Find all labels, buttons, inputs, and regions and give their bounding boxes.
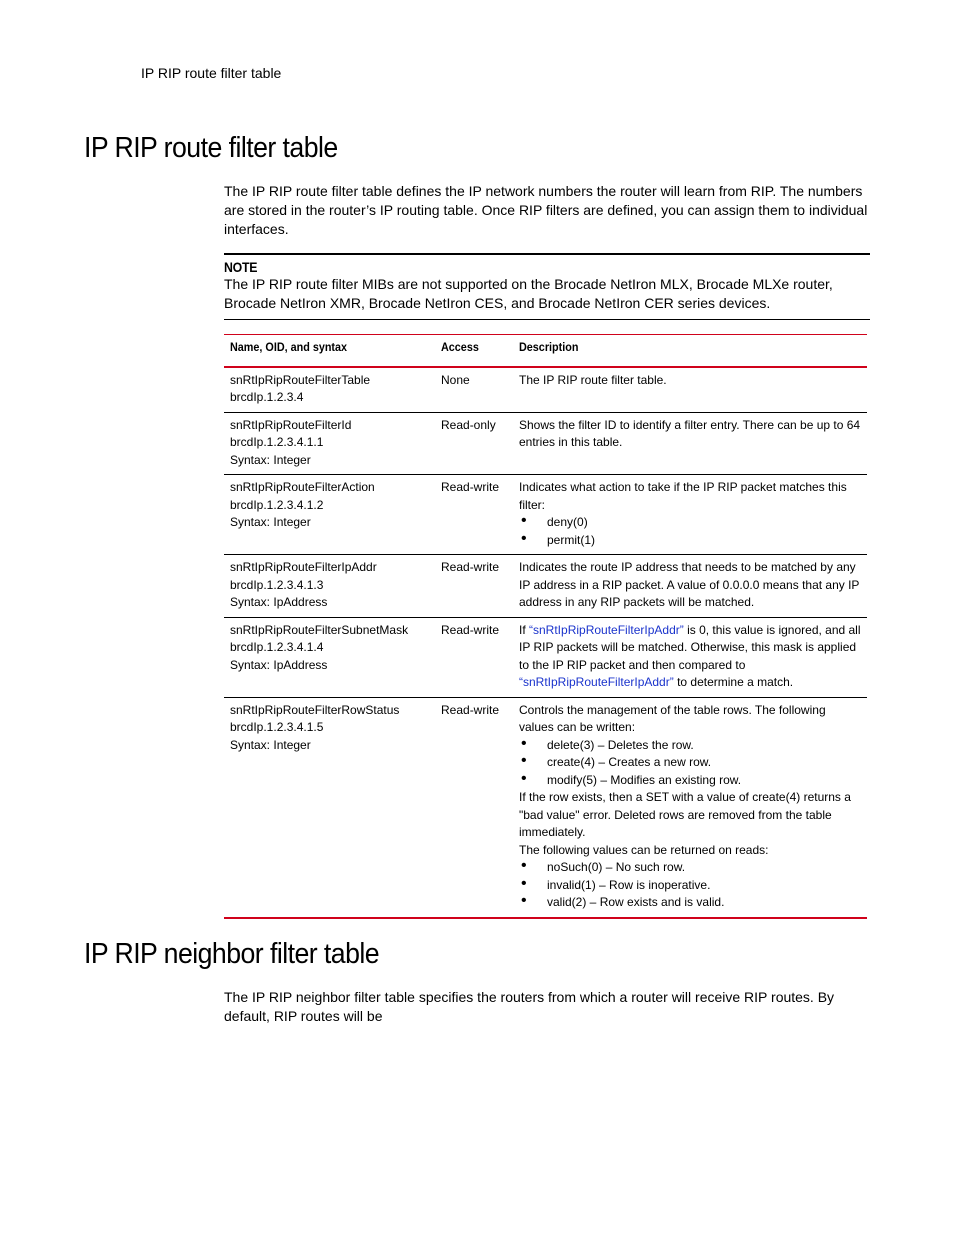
list-item: • create(4) – Creates a new row. xyxy=(519,754,861,772)
table-header-row xyxy=(224,335,867,367)
xref-link-ipaddr[interactable]: “snRtIpRipRouteFilterIpAddr” xyxy=(519,675,674,689)
list-item: • noSuch(0) – No such row. xyxy=(519,859,861,877)
object-name: snRtIpRipRouteFilterRowStatus xyxy=(230,702,400,717)
section-title-neighbor-filter: IP RIP neighbor filter table xyxy=(84,938,380,970)
cell-access: Read-only xyxy=(435,412,513,475)
description-text: If the row exists, then a SET with a value of create(4) returns a "bad value" error. Deleted rows are removed from the table immediately. xyxy=(519,790,851,839)
route-filter-table xyxy=(224,334,867,919)
table-row xyxy=(224,412,867,475)
table-row xyxy=(224,617,867,697)
cell-name xyxy=(224,475,435,555)
cell-name xyxy=(224,617,435,697)
cell-name xyxy=(224,367,435,413)
description-text: The following values can be returned on reads: xyxy=(519,842,769,857)
cell-name xyxy=(224,697,435,918)
header-access: Access xyxy=(435,335,513,367)
bullet-list xyxy=(519,737,861,790)
description-text: Controls the management of the table rows. The following values can be written: xyxy=(519,702,826,734)
object-oid: brcdIp.1.2.3.4 xyxy=(230,390,304,404)
cell-access: Read-write xyxy=(435,475,513,555)
header-description: Description xyxy=(513,335,867,367)
table-row xyxy=(224,475,867,555)
list-item: • modify(5) – Modifies an existing row. xyxy=(519,772,861,790)
description-text: Indicates what action to take if the IP RIP packet matches this filter: xyxy=(519,480,847,512)
note-label: NOTE xyxy=(224,259,258,275)
object-name: snRtIpRipRouteFilterTable xyxy=(230,372,371,387)
cell-access: None xyxy=(435,367,513,413)
object-name: snRtIpRipRouteFilterSubnetMask xyxy=(230,622,409,637)
cell-description xyxy=(513,475,867,555)
cell-access: Read-write xyxy=(435,617,513,697)
object-name: snRtIpRipRouteFilterId xyxy=(230,417,352,432)
section-title-route-filter: IP RIP route filter table xyxy=(84,132,338,164)
description-text: is 0, this value is ignored, and all IP RIP packets will be matched. Otherwise, this mask is applied to the IP RIP packet and then compared to xyxy=(519,622,861,672)
object-syntax: Syntax: Integer xyxy=(230,737,311,752)
running-header: IP RIP route filter table xyxy=(141,65,282,81)
table-row xyxy=(224,555,867,618)
list-item: • invalid(1) – Row is inoperative. xyxy=(519,877,861,895)
list-item: • permit(1) xyxy=(519,532,861,550)
neighbor-filter-intro: The IP RIP neighbor filter table specifies the routers from which a router will receive RIP routes. By default, RIP routes will be xyxy=(224,989,835,1024)
cell-description: Indicates the route IP address that needs to be matched by any IP address in a RIP packet. A value of 0.0.0.0 means that any IP address in any RIP packets will be matched. xyxy=(513,555,867,618)
description-text: to determine a match. xyxy=(673,675,794,689)
list-item: • deny(0) xyxy=(519,514,861,532)
table-row xyxy=(224,697,867,918)
note-box xyxy=(224,253,870,320)
cell-access: Read-write xyxy=(435,555,513,618)
xref-link-ipaddr[interactable]: “snRtIpRipRouteFilterIpAddr” xyxy=(529,622,684,637)
object-oid: brcdIp.1.2.3.4.1.5 xyxy=(230,720,324,734)
object-syntax: Syntax: IpAddress xyxy=(230,657,328,672)
object-syntax: Syntax: Integer xyxy=(230,452,311,467)
object-syntax: Syntax: Integer xyxy=(230,515,311,529)
note-text: The IP RIP route filter MIBs are not supported on the Brocade NetIron MLX, Brocade MLXe router, Brocade NetIron XMR, Brocade NetIron CES, and Brocade NetIron CER series devices. xyxy=(224,276,833,311)
cell-access: Read-write xyxy=(435,697,513,918)
cell-description xyxy=(513,697,867,918)
object-name: snRtIpRipRouteFilterIpAddr xyxy=(230,560,377,574)
object-oid: brcdIp.1.2.3.4.1.1 xyxy=(230,435,324,449)
object-oid: brcdIp.1.2.3.4.1.2 xyxy=(230,497,324,512)
table-row xyxy=(224,367,867,413)
cell-name xyxy=(224,412,435,475)
route-filter-intro: The IP RIP route filter table defines the IP network numbers the router will learn from RIP. The numbers are stored in the router’s IP routing table. Once RIP filters are defined, you can assign them to individual interfaces. xyxy=(224,183,868,237)
cell-name xyxy=(224,555,435,618)
header-name: Name, OID, and syntax xyxy=(224,335,435,367)
object-syntax: Syntax: IpAddress xyxy=(230,595,328,609)
cell-description: The IP RIP route filter table. xyxy=(513,367,867,413)
bullet-list xyxy=(519,859,861,912)
cell-description: Shows the filter ID to identify a filter entry. There can be up to 64 entries in this table. xyxy=(513,412,867,475)
bullet-list xyxy=(519,514,861,549)
object-name: snRtIpRipRouteFilterAction xyxy=(230,480,375,494)
object-oid: brcdIp.1.2.3.4.1.4 xyxy=(230,640,324,654)
list-item: • delete(3) – Deletes the row. xyxy=(519,737,861,755)
list-item: • valid(2) – Row exists and is valid. xyxy=(519,894,861,912)
object-oid: brcdIp.1.2.3.4.1.3 xyxy=(230,577,324,592)
cell-description xyxy=(513,617,867,697)
description-text: If xyxy=(519,622,530,637)
